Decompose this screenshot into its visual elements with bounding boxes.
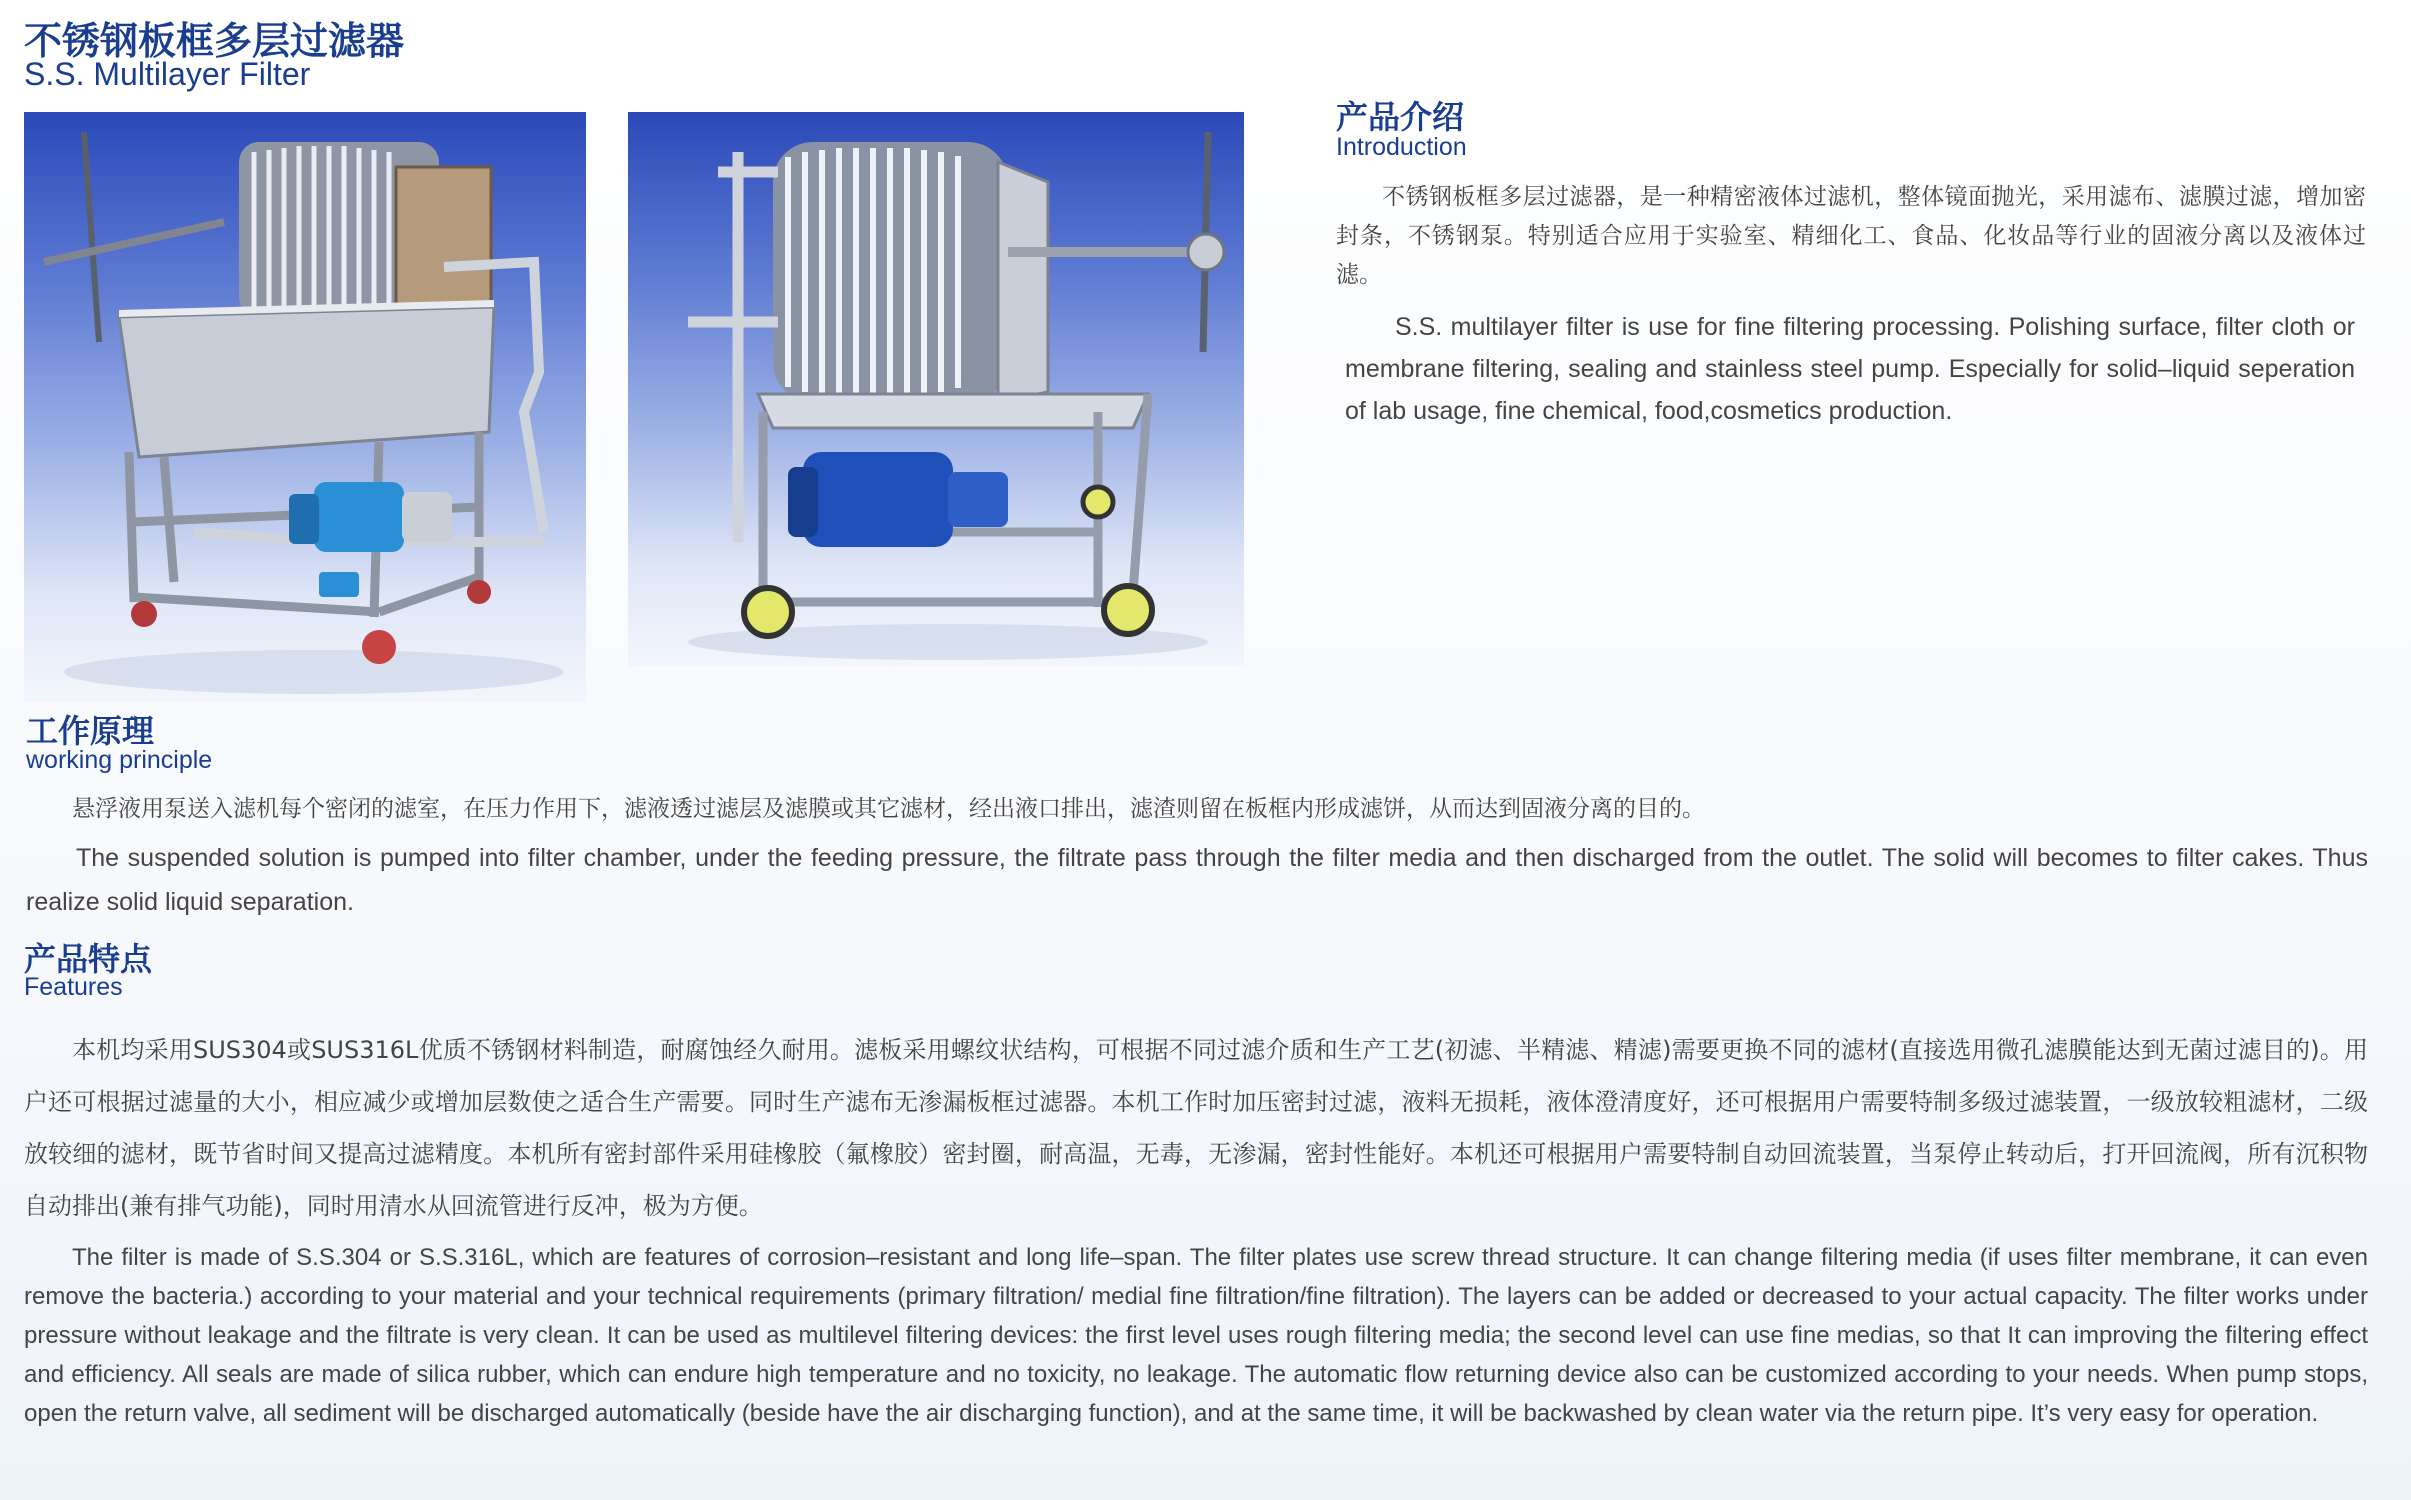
features-paragraph-cn: 本机均采用SUS304或SUS316L优质不锈钢材料制造，耐腐蚀经久耐用。滤板采用螺纹状结构，可根据不同过滤介质和生产工艺(初滤、半精滤、精滤)需要更换不同的滤材(直接选用微孔滤膜能达到无菌过滤目的)。用户还可根据过滤量的大小，相应减少或增加层数使之适合生产需要。同时生产滤布无渗漏板框过滤器。本机工作时加压密封过滤，液料无损耗，液体澄清度好，还可根据用户需要特制多级过滤装置，一级放较粗滤材，二级放较细的滤材，既节省时间又提高过滤精度。本机所有密封部件采用硅橡胶（氟橡胶）密封圈，耐高温，无毒，无渗漏，密封性能好。本机还可根据用户需要特制自动回流装置，当泵停止转动后，打开回流阀，所有沉积物自动排出(兼有排气功能)，同时用清水从回流管进行反冲，极为方便。 bbox=[24, 1036, 2368, 1220]
page-title-en: S.S. Multilayer Filter bbox=[24, 56, 311, 92]
introduction-paragraph-cn: 不锈钢板框多层过滤器，是一种精密液体过滤机，整体镜面抛光，采用滤布、滤膜过滤，增加密封条，不锈钢泵。特别适合应用于实验室、精细化工、食品、化妆品等行业的固液分离以及液体过滤。 bbox=[1336, 184, 2366, 288]
features-paragraph-en: The filter is made of S.S.304 or S.S.316L, which are features of corrosion–resistant and long life–span. The filter plates use screw thread structure. It can change filtering media (if uses filter membrane, it can even remove the bacteria.) according to your material and your technical requirements (primary filtration/ medial fine filtration/fine filtration). The layers can be added or decreased to your actual capacity. The filter works under pressure without leakage and the filtrate is very clean. It can be used as multilevel filtering devices: the first level uses rough filtering media; the second level can use fine medias, so that It can improving the filtering effect and efficiency. All seals are made of silica rubber, which can endure high temperature and no toxicity, no leakage. The automatic flow returning device also can be customized according to your needs. When pump stops, open the return valve, all sediment will be discharged automatically (beside have the air discharging function), and at the same time, it will be backwashed by clean water via the return pipe. It’s very easy for operation. bbox=[24, 1244, 2368, 1427]
working-principle-title-cn: 工作原理 bbox=[26, 713, 155, 749]
product-photo-right bbox=[628, 112, 1244, 666]
features-title-cn: 产品特点 bbox=[24, 941, 153, 977]
introduction-title-en: Introduction bbox=[1336, 133, 1467, 161]
working-principle-title-en: working principle bbox=[26, 746, 213, 774]
introduction-paragraph-en: S.S. multilayer filter is use for fine filtering processing. Polishing surface, filter cloth or membrane filtering, sealing and stainless steel pump. Especially for solid–liquid seperation of lab usage, fine chemical, food,cosmetics production. bbox=[1345, 313, 2355, 425]
filter-machine-illustration-left bbox=[24, 112, 586, 702]
working-principle-paragraph-en: The suspended solution is pumped into filter chamber, under the feeding pressure, the filtrate pass through the filter media and then discharged from the outlet. The solid will becomes to filter cakes. Thus realize solid liquid separation. bbox=[26, 844, 2368, 916]
page-title-cn: 不锈钢板框多层过滤器 bbox=[24, 21, 405, 63]
product-photo-left bbox=[24, 112, 586, 702]
features-title-en: Features bbox=[24, 973, 123, 1001]
working-principle-paragraph-cn: 悬浮液用泵送入滤机每个密闭的滤室，在压力作用下，滤液透过滤层及滤膜或其它滤材，经出液口排出，滤渣则留在板框内形成滤饼，从而达到固液分离的目的。 bbox=[72, 796, 1705, 822]
introduction-title-cn: 产品介绍 bbox=[1336, 99, 1465, 135]
filter-machine-illustration-right bbox=[628, 112, 1244, 666]
